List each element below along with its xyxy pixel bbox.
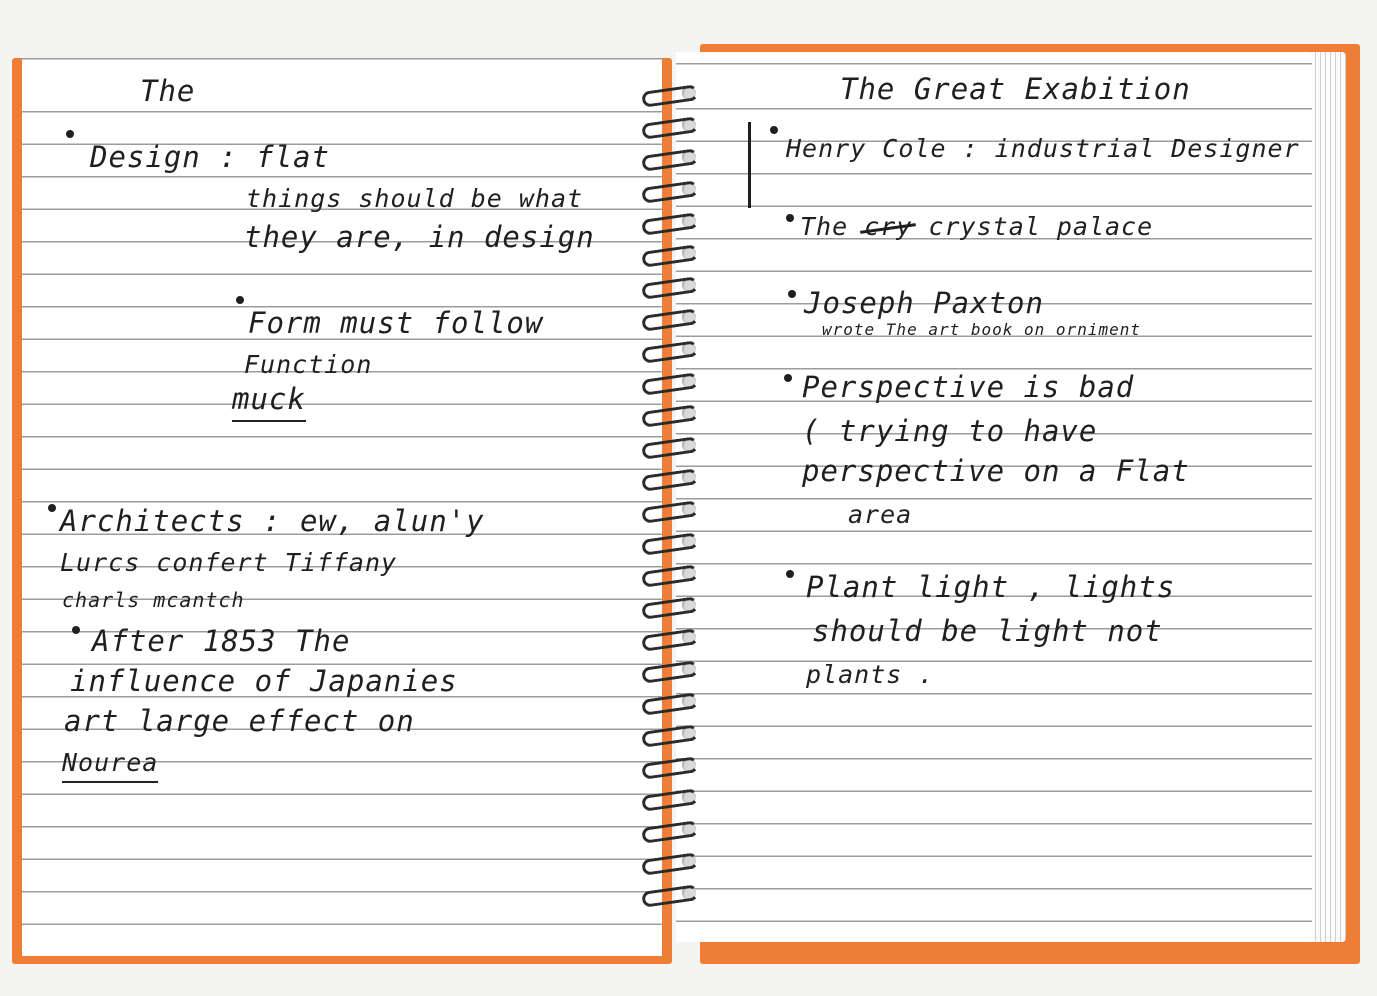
design-note-line2: they are, in design xyxy=(244,220,595,254)
spiral-coil xyxy=(641,468,699,492)
spiral-coil xyxy=(641,564,699,588)
spiral-coil xyxy=(641,692,699,716)
plant-note-line1: Plant light , lights xyxy=(806,570,1176,604)
spiral-coil xyxy=(641,660,699,684)
bullet-icon xyxy=(48,504,56,512)
form-note-line2: Function xyxy=(244,350,373,379)
perspective-note-line3: perspective on a Flat xyxy=(802,454,1190,488)
spiral-coil xyxy=(641,788,699,812)
after-note-line3: art large effect on xyxy=(64,704,415,738)
architects-note-line1: Architects : ew, alun'y xyxy=(60,504,485,538)
spiral-coil xyxy=(641,532,699,556)
bullet-icon xyxy=(786,214,794,222)
spiral-coil xyxy=(641,116,699,140)
after-note-line1: After 1853 The xyxy=(92,624,351,658)
margin-mark xyxy=(748,122,751,208)
plant-note-line2: should be light not xyxy=(812,614,1163,648)
spiral-coil xyxy=(641,276,699,300)
spiral-coil xyxy=(641,244,699,268)
paxton-subnote: wrote The art book on orniment xyxy=(822,320,1141,339)
architects-note-line2: Lurcs confert Tiffany xyxy=(60,548,398,577)
bullet-icon xyxy=(72,626,80,634)
bullet-icon xyxy=(770,126,778,134)
design-note: Design : flat xyxy=(90,140,330,174)
spiral-coil xyxy=(641,372,699,396)
left-page-title: The xyxy=(140,74,196,108)
spiral-coil xyxy=(641,852,699,876)
bullet-icon xyxy=(786,570,794,578)
crystal-prefix: The xyxy=(800,212,849,241)
spiral-coil xyxy=(641,84,699,108)
crystal-struck-word: cry xyxy=(864,212,913,241)
perspective-note-line4: area xyxy=(848,500,913,529)
crystal-rest: crystal palace xyxy=(928,212,1154,241)
crystal-palace-note xyxy=(800,212,1153,241)
right-page-title: The Great Exabition xyxy=(840,72,1191,106)
bullet-icon xyxy=(236,296,244,304)
spiral-coil xyxy=(641,148,699,172)
spiral-binding xyxy=(642,88,712,918)
bullet-icon xyxy=(788,290,796,298)
bullet-icon xyxy=(784,374,792,382)
design-note-line1: things should be what xyxy=(246,184,584,213)
spiral-coil xyxy=(641,212,699,236)
plant-note-line3: plants . xyxy=(806,660,935,689)
spiral-coil xyxy=(641,340,699,364)
architects-note-line3: charls mcantch xyxy=(62,588,245,612)
spiral-coil xyxy=(641,756,699,780)
spiral-coil xyxy=(641,308,699,332)
perspective-note-line2: ( trying to have xyxy=(802,414,1098,448)
spiral-coil xyxy=(641,628,699,652)
perspective-note-line1: Perspective is bad xyxy=(802,370,1135,404)
spiral-coil xyxy=(641,500,699,524)
spiral-coil xyxy=(641,180,699,204)
spiral-coil xyxy=(641,436,699,460)
spiral-coil xyxy=(641,596,699,620)
paxton-note: Joseph Paxton xyxy=(804,286,1044,320)
after-note-line2: influence of Japanies xyxy=(70,664,458,698)
henry-cole-note: Henry Cole : industrial Designer xyxy=(786,134,1300,163)
spiral-coil xyxy=(641,820,699,844)
spiral-coil xyxy=(641,404,699,428)
page-stack-edges xyxy=(1306,52,1346,942)
form-note-line1: Form must follow xyxy=(248,306,544,340)
form-note-word: muck xyxy=(232,382,306,422)
spiral-coil xyxy=(641,884,699,908)
bullet-icon xyxy=(66,130,74,138)
after-note-line4: Nourea xyxy=(62,748,158,783)
right-notebook-page xyxy=(676,52,1312,942)
spiral-coil xyxy=(641,724,699,748)
